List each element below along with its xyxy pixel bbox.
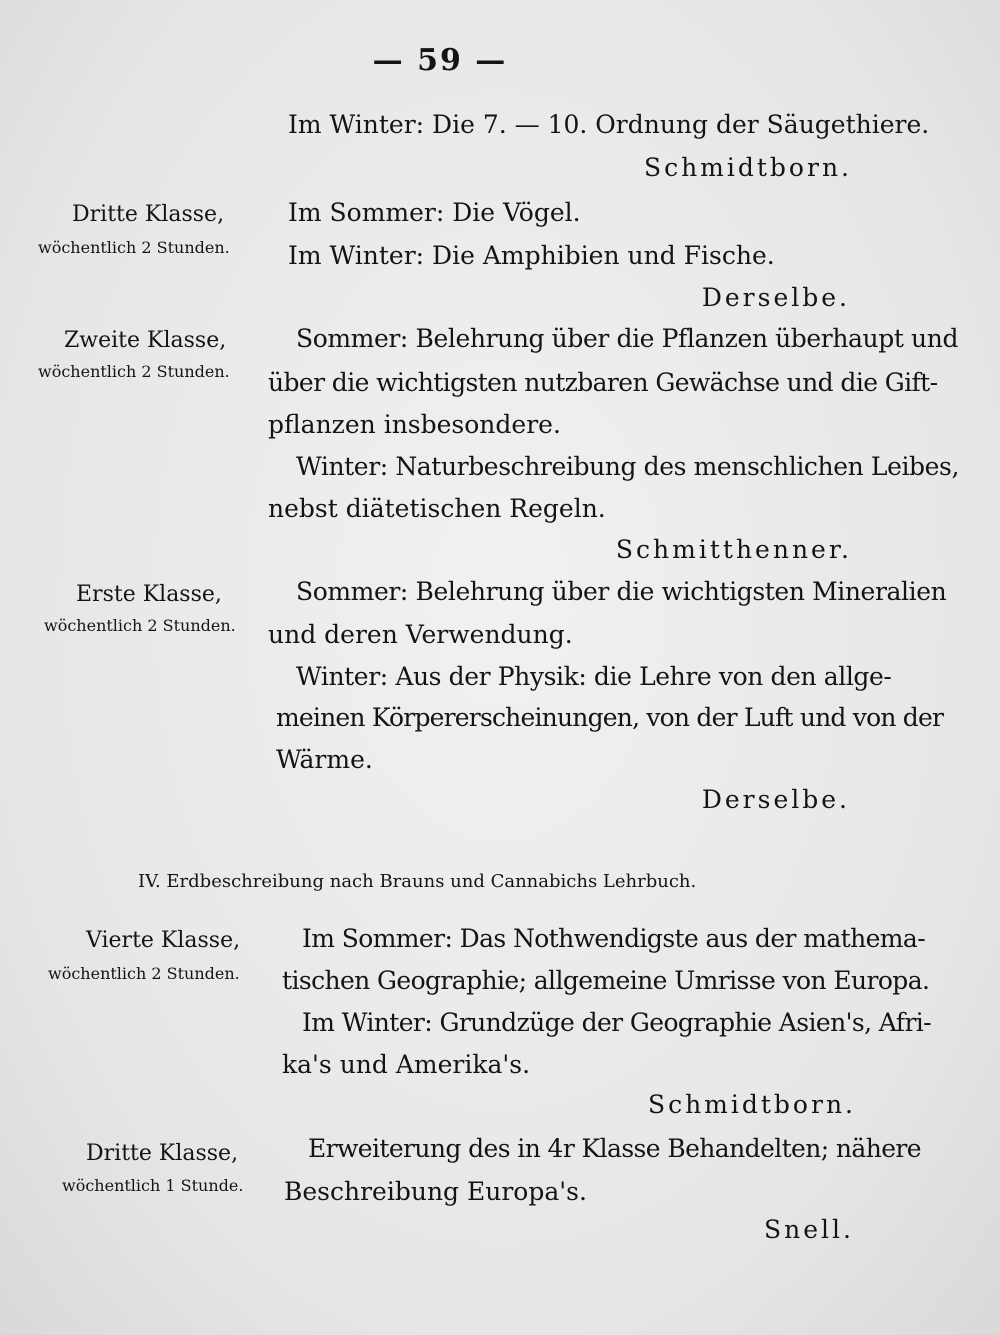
signature: Schmitthenner.: [615, 535, 852, 564]
class-hours: wöchentlich 2 Stunden.: [38, 238, 230, 257]
text-line: Erweiterung des in 4r Klasse Behandelten; nähere: [308, 1134, 921, 1163]
text-line: Sommer: Belehrung über die Pflanzen überhaupt und: [296, 324, 959, 353]
class-hours: wöchentlich 2 Stunden.: [38, 362, 230, 381]
signature: Snell.: [764, 1215, 854, 1244]
text-line: ka's und Amerika's.: [282, 1050, 531, 1079]
text-line: Im Sommer: Die Vögel.: [288, 198, 581, 227]
text-line: Sommer: Belehrung über die wichtigsten Mineralien: [296, 577, 947, 606]
page-number: — 59 —: [372, 43, 508, 78]
text-line: Im Sommer: Das Nothwendigste aus der mathema-: [302, 924, 926, 953]
class-title: Dritte Klasse,: [86, 1141, 239, 1166]
class-title: Erste Klasse,: [76, 582, 222, 607]
class-title: Zweite Klasse,: [64, 328, 227, 353]
text-line: meinen Körpererscheinungen, von der Luft und von der: [276, 703, 944, 732]
text-line: Wärme.: [276, 745, 373, 774]
class-hours: wöchentlich 2 Stunden.: [48, 964, 240, 983]
text-line: tischen Geographie; allgemeine Umrisse von Europa.: [282, 966, 930, 995]
class-hours: wöchentlich 1 Stunde.: [62, 1176, 244, 1195]
text-line: Beschreibung Europa's.: [284, 1177, 587, 1206]
text-line: Winter: Aus der Physik: die Lehre von den allge-: [296, 662, 892, 691]
text-line: pflanzen insbesondere.: [268, 410, 561, 439]
text-line: Im Winter: Grundzüge der Geographie Asien's, Afri-: [302, 1008, 932, 1037]
text-line: Im Winter: Die Amphibien und Fische.: [288, 241, 775, 270]
signature: Derselbe.: [701, 785, 850, 814]
class-title: Vierte Klasse,: [86, 928, 241, 953]
text-line: nebst diätetischen Regeln.: [268, 494, 606, 523]
section-heading: IV. Erdbeschreibung nach Brauns und Cannabichs Lehrbuch.: [138, 871, 697, 892]
text-line: Winter: Naturbeschreibung des menschlichen Leibes,: [296, 452, 960, 481]
class-title: Dritte Klasse,: [72, 202, 225, 227]
text-line: über die wichtigsten nutzbaren Gewächse und die Gift-: [268, 368, 938, 397]
signature: Schmidtborn.: [643, 153, 852, 182]
class-hours: wöchentlich 2 Stunden.: [44, 616, 236, 635]
signature: Schmidtborn.: [647, 1090, 856, 1119]
text-line: Im Winter: Die 7. — 10. Ordnung der Säugethiere.: [288, 110, 930, 139]
text-line: und deren Verwendung.: [268, 620, 573, 649]
signature: Derselbe.: [701, 283, 850, 312]
